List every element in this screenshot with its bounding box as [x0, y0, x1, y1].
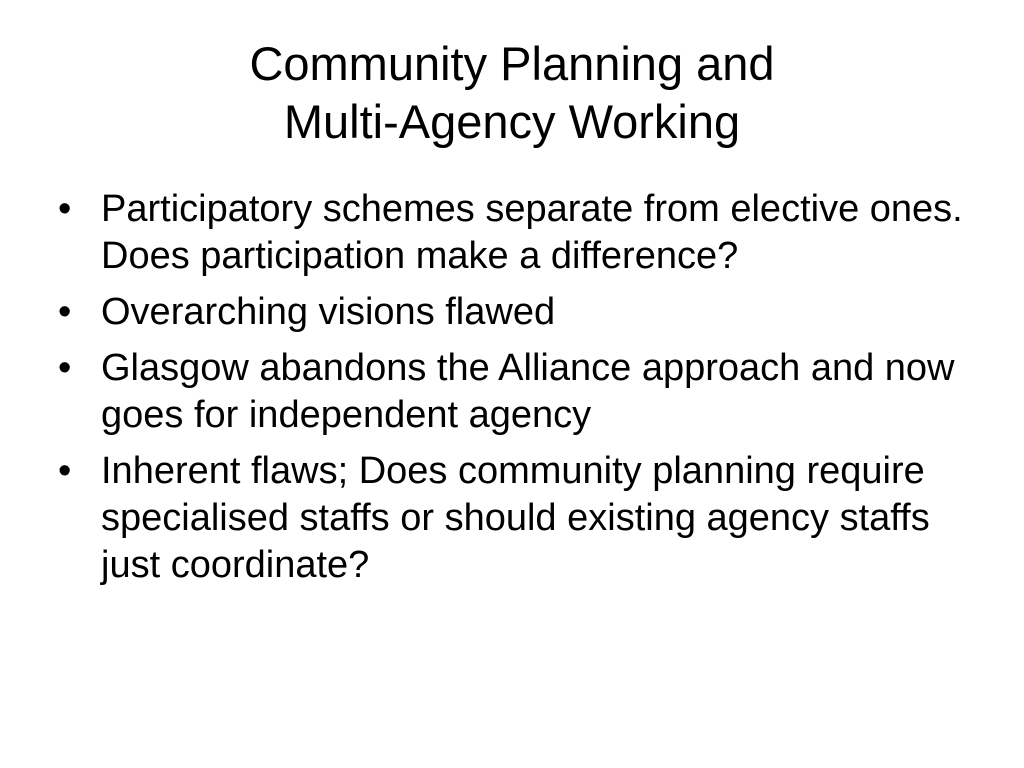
bullet-text: Overarching visions flawed — [101, 291, 556, 333]
bullet-icon: • — [58, 188, 72, 230]
bullet-text: Participatory schemes separate from elective ones. Does participation make a difference? — [101, 188, 963, 277]
bullet-item — [58, 186, 968, 280]
bullet-text: Inherent flaws; Does community planning require specialised staffs or should existing agency staffs just coordinate? — [101, 450, 930, 586]
bullet-text: Glasgow abandons the Alliance approach and now goes for independent agency — [101, 347, 955, 436]
bullet-item — [58, 345, 968, 439]
bullet-item — [58, 289, 968, 336]
slide-title-line-2: Multi-Agency Working — [283, 95, 741, 148]
bullet-icon: • — [58, 450, 72, 492]
bullet-icon: • — [58, 347, 72, 389]
slide-title-line-1: Community Planning and — [249, 37, 775, 90]
slide-title — [60, 35, 964, 151]
bullet-icon: • — [58, 291, 72, 333]
bullet-item — [58, 448, 968, 589]
bullet-list — [58, 186, 968, 598]
